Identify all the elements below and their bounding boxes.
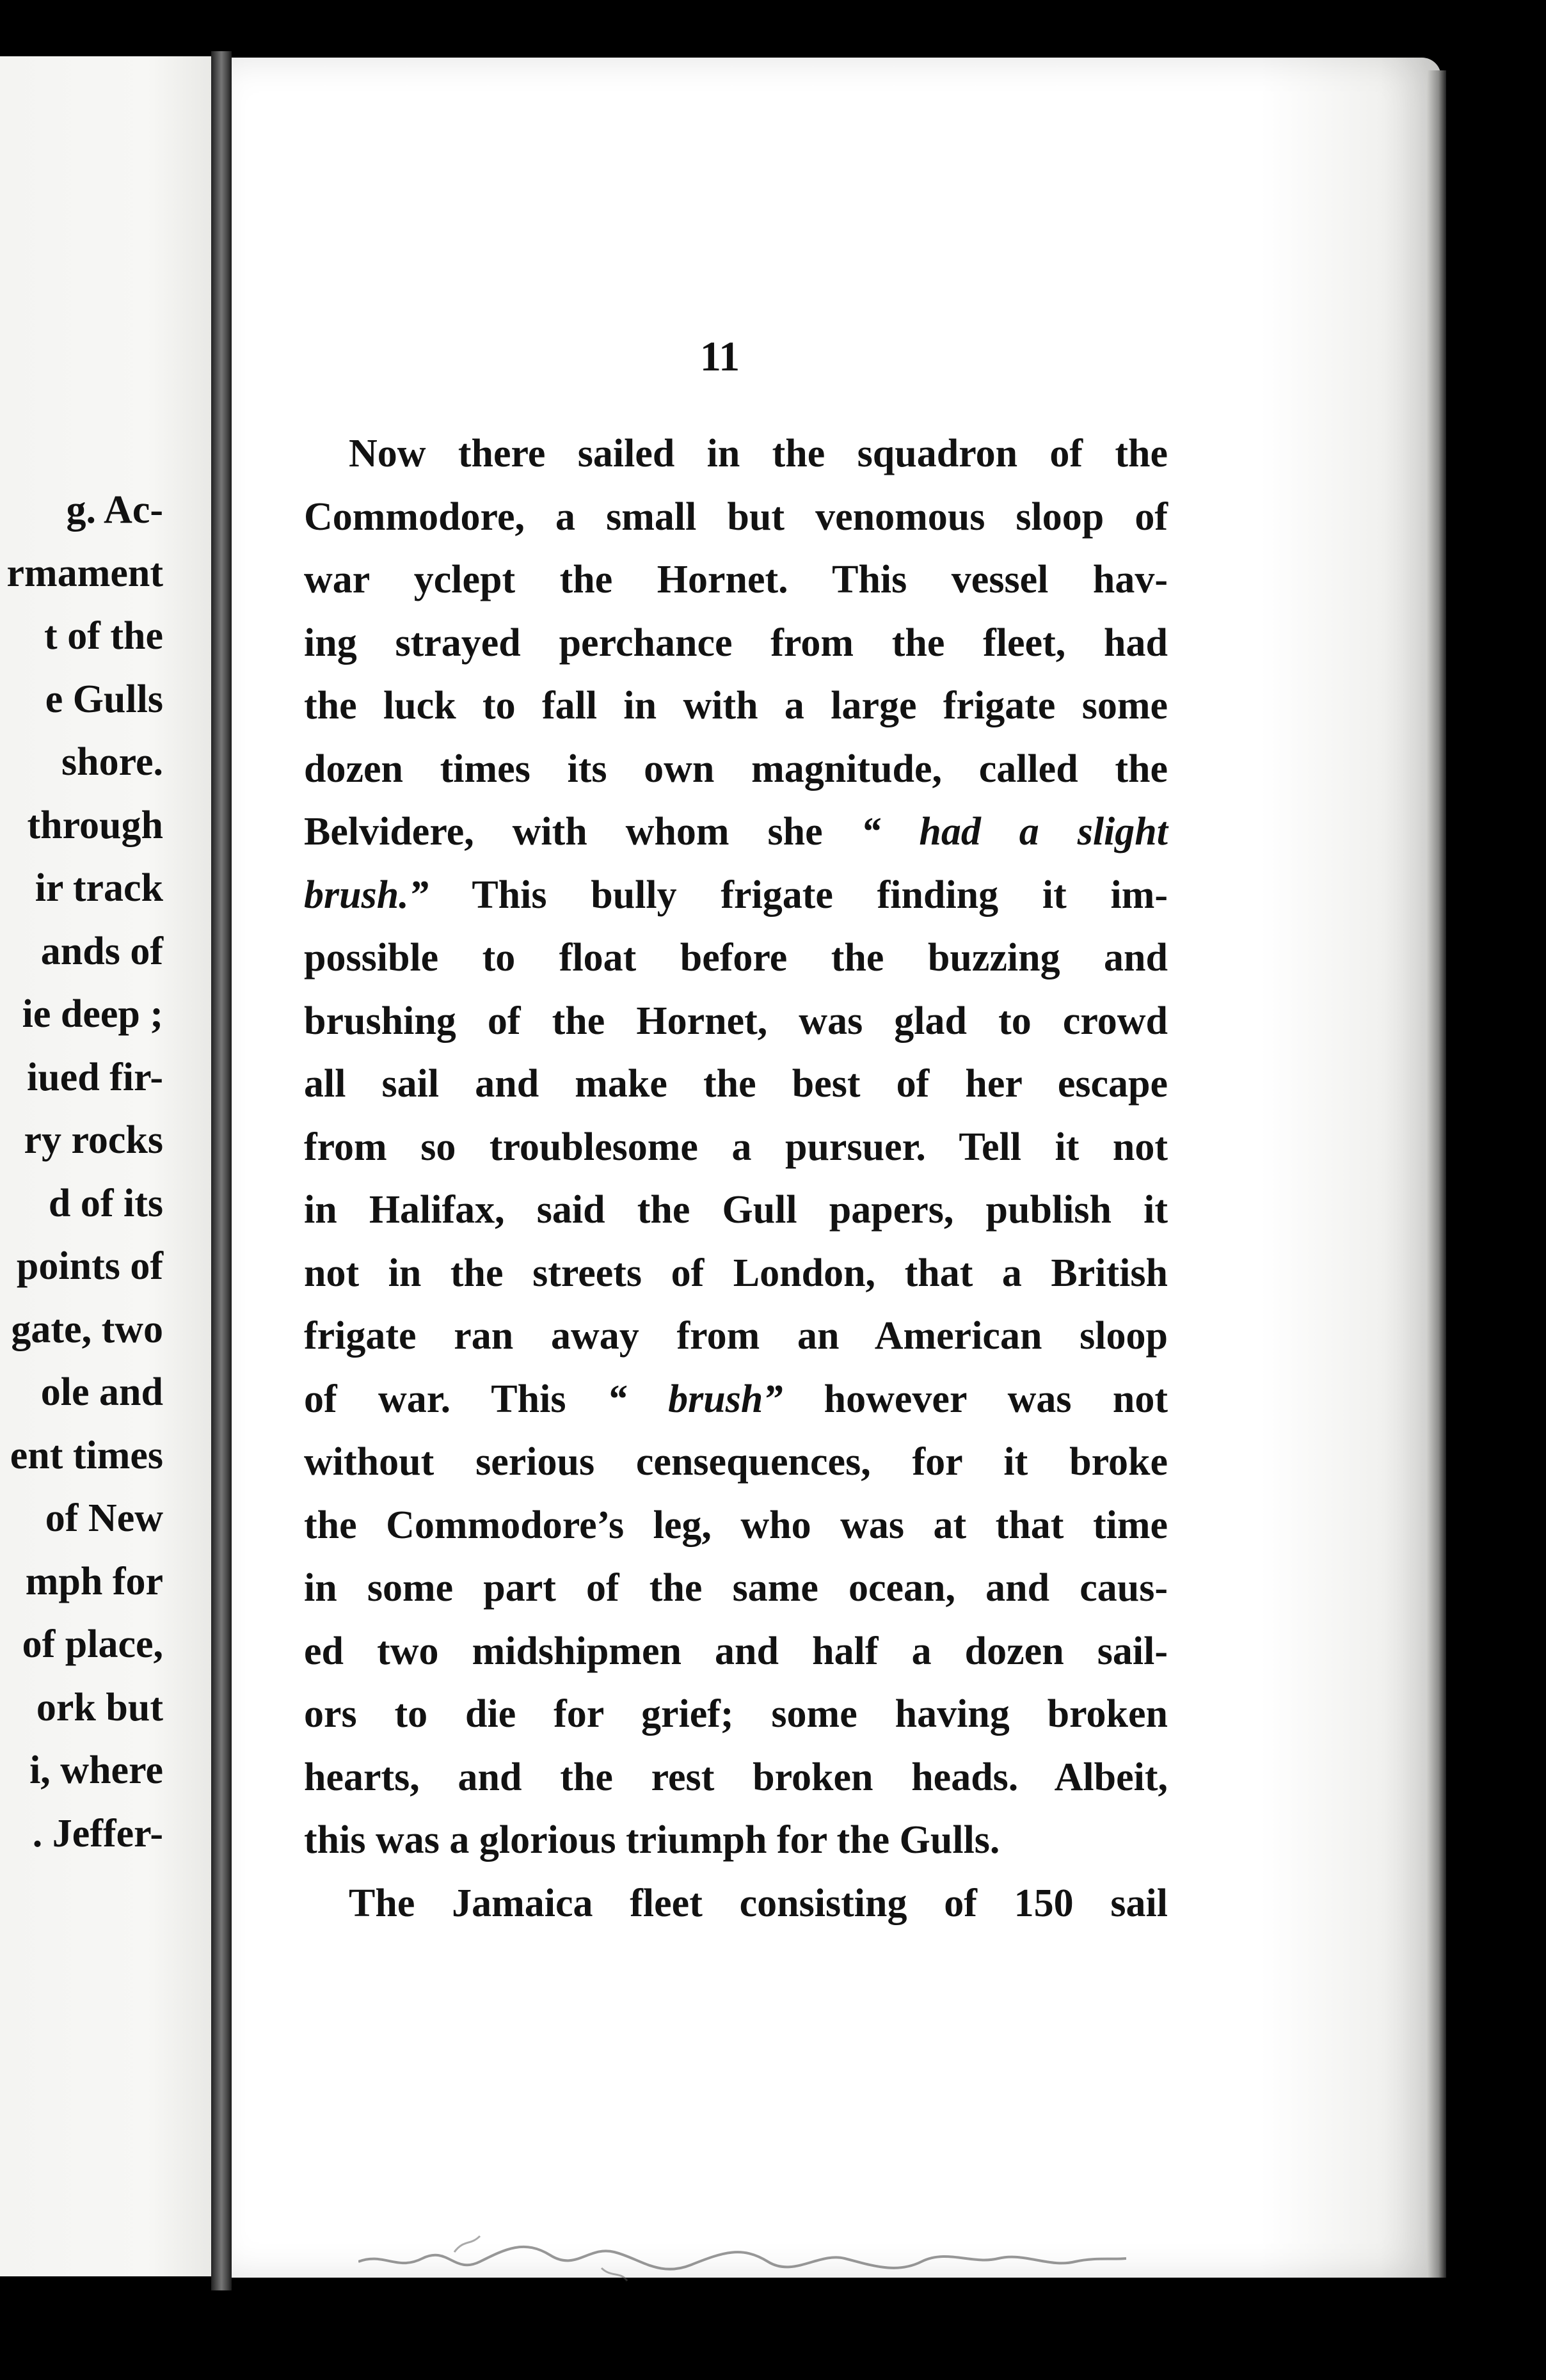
text-line: Now there sailed in the squadron of the (349, 432, 1168, 475)
left-page-line: points of (16, 1244, 163, 1288)
text-line: in some part of the same ocean, and caus- (304, 1566, 1168, 1610)
left-page-line: ie deep ; (22, 992, 163, 1036)
text-line: the luck to fall in with a large frigate some (304, 684, 1168, 727)
text-line: war yclept the Hornet. This vessel hav- (304, 558, 1168, 601)
page-edge (1427, 70, 1446, 2278)
body-text (304, 422, 1168, 1935)
page-number: 11 (699, 333, 740, 380)
text-line: hearts, and the rest broken heads. Albeit, (304, 1755, 1168, 1799)
left-page-line: rmament (6, 551, 163, 595)
left-page-line: ry rocks (24, 1118, 163, 1162)
text-line: in Halifax, said the Gull papers, publish it (304, 1188, 1168, 1232)
left-page-line: . Jeffer- (32, 1811, 163, 1855)
text-line: frigate ran away from an American sloop (304, 1314, 1168, 1358)
left-page-line: mph for (25, 1559, 163, 1603)
left-page-line: ork but (36, 1685, 163, 1729)
left-page-line: e Gulls (45, 677, 163, 721)
left-page-line: shore. (61, 740, 163, 784)
text-line: this was a glorious triumph for the Gulls. (304, 1818, 1000, 1862)
text-line (304, 800, 1168, 864)
left-page-line: ent times (10, 1433, 163, 1477)
left-page-line: g. Ac- (66, 488, 163, 532)
left-page-line: t of the (44, 614, 163, 658)
text-segment: This bully frigate finding it im- (428, 873, 1168, 917)
left-page-line: i, where (29, 1749, 163, 1792)
italic-segment: brush.” (304, 873, 429, 917)
text-line: The Jamaica fleet consisting of 150 sail (349, 1881, 1168, 1925)
text-segment: of war. This (304, 1377, 607, 1421)
left-page-text (0, 479, 163, 1865)
text-line: brushing of the Hornet, was glad to crowd (304, 999, 1168, 1043)
text-segment: however was not (783, 1377, 1168, 1421)
text-line: all sail and make the best of her escape (304, 1062, 1168, 1106)
binding-gutter (211, 51, 232, 2290)
left-page-line: ands of (40, 929, 163, 973)
margin-scribble (358, 2226, 1126, 2284)
left-page-line: through (27, 803, 163, 847)
text-line (304, 864, 1168, 927)
text-line: from so troublesome a pursuer. Tell it not (304, 1125, 1168, 1169)
left-page-line: d of its (48, 1181, 163, 1225)
text-line: not in the streets of London, that a British (304, 1251, 1168, 1295)
left-page-line: of New (45, 1496, 163, 1540)
left-page-line: ir track (35, 866, 163, 910)
left-page-line: gate, two (11, 1307, 163, 1351)
text-line: ors to die for grief; some having broken (304, 1692, 1168, 1736)
text-line: ed two midshipmen and half a dozen sail- (304, 1629, 1168, 1673)
text-line: without serious censequences, for it broke (304, 1440, 1168, 1484)
text-line: Commodore, a small but venomous sloop of (304, 495, 1168, 539)
left-page-line: iued fir- (27, 1055, 163, 1099)
text-line (304, 1368, 1168, 1431)
text-segment: Belvidere, with whom she (304, 810, 861, 853)
italic-segment: “ had a slight (861, 810, 1168, 853)
text-line: possible to float before the buzzing and (304, 936, 1168, 980)
left-page-line: ole and (40, 1370, 163, 1414)
left-facing-page (0, 56, 211, 2276)
text-line: ing strayed perchance from the fleet, had (304, 621, 1168, 665)
text-line: the Commodore’s leg, who was at that time (304, 1503, 1168, 1547)
left-page-line: of place, (22, 1622, 163, 1666)
text-line: dozen times its own magnitude, called the (304, 747, 1168, 791)
italic-segment: “ brush” (607, 1377, 783, 1421)
